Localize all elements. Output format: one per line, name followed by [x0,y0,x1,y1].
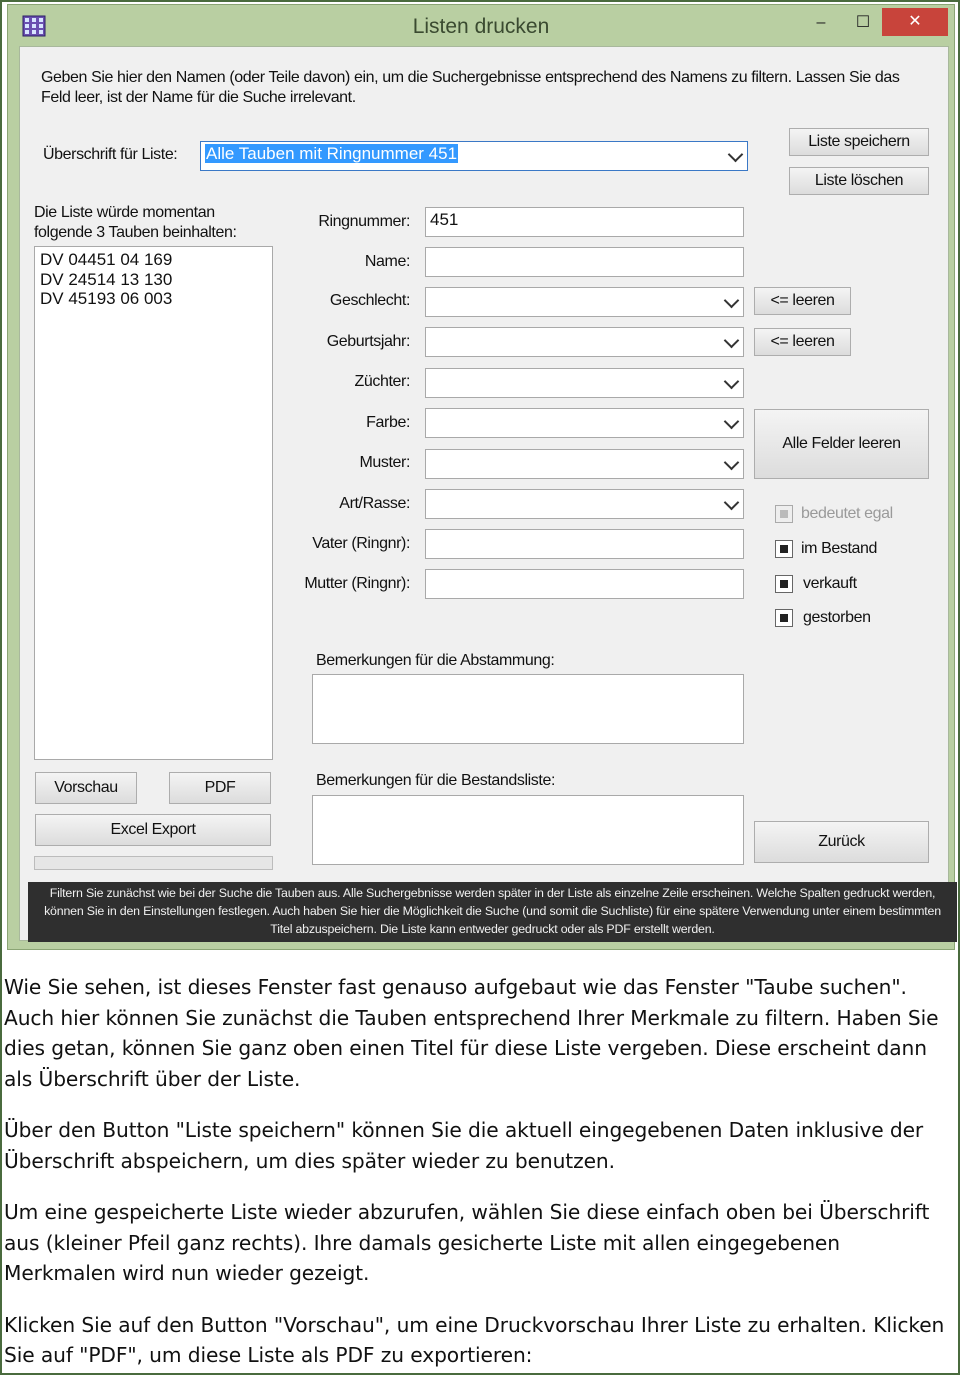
ring-number-label: Ringnummer: [318,213,410,230]
clear-all-button[interactable]: Alle Felder leeren [754,409,929,479]
clear-gender-button[interactable]: <= leeren [754,287,851,315]
back-button[interactable]: Zurück [754,821,929,863]
pdf-button[interactable]: PDF [169,772,271,804]
breeder-label: Züchter: [354,373,410,390]
intro-text: Geben Sie hier den Namen (oder Teile davon) ein, um die Suchergebnisse entsprechend des Namens zu filtern. Lassen Sie das Feld leer, ist der Name für die Suche irrelevant. [41,69,900,106]
pedigree-remarks-textarea[interactable] [312,674,744,744]
ring-number-input[interactable]: 451 [425,207,744,237]
mother-label: Mutter (Ringnr): [304,575,410,592]
heading-combobox[interactable] [200,141,748,171]
chevron-down-icon[interactable] [728,147,744,163]
gender-label: Geschlecht: [329,292,410,309]
pattern-label: Muster: [359,454,410,471]
mother-input[interactable] [425,569,744,599]
legend-label: bedeutet egal [801,505,893,522]
chevron-down-icon[interactable] [724,495,740,511]
deceased-label[interactable]: gestorben [803,609,871,626]
chevron-down-icon[interactable] [724,455,740,471]
father-input[interactable] [425,529,744,559]
sold-checkbox[interactable] [775,575,793,593]
breeder-combobox[interactable] [425,368,744,398]
father-label: Vater (Ringnr): [312,535,410,552]
delete-list-button[interactable]: Liste löschen [789,167,929,195]
list-label-line2: folgende 3 Tauben beinhalten: [34,224,237,241]
clear-birthyear-button[interactable]: <= leeren [754,328,851,356]
heading-value: Alle Tauben mit Ringnummer 451 [206,144,458,163]
pedigree-remarks-label: Bemerkungen für die Abstammung: [316,652,555,669]
stock-remarks-label: Bemerkungen für die Bestandsliste: [316,772,555,789]
chevron-down-icon[interactable] [724,293,740,309]
list-label-line1: Die Liste würde momentan [34,204,215,221]
minimize-button[interactable]: – [816,14,826,31]
preview-button[interactable]: Vorschau [35,772,137,804]
progress-bar [34,856,273,870]
breed-combobox[interactable] [425,489,744,519]
help-text: Filtern Sie zunächst wie bei der Suche die Tauben aus. Alle Suchergebnisse werden später in der Liste als einzelne Zeile erscheinen. Welche Spalten gedruckt werden, können Sie in den Einstellungen festlegen. Auch haben Sie hier die Möglichkeit die Suche (und somit die Suchliste) für eine spätere Verwendung unter einem bestimmten Titel abzuspeichern. Die Liste kann entweder gedruckt oder als PDF erstellt werden. [28,882,957,942]
birth-year-label: Geburtsjahr: [326,333,410,350]
birth-year-combobox[interactable] [425,327,744,357]
chevron-down-icon[interactable] [724,414,740,430]
color-label: Farbe: [366,414,410,431]
pattern-combobox[interactable] [425,449,744,479]
in-stock-label[interactable]: im Bestand [801,540,878,557]
window-title: Listen drucken [412,15,550,38]
breed-label: Art/Rasse: [339,495,410,512]
doc-paragraph: Wie Sie sehen, ist dieses Fenster fast genauso aufgebaut wie das Fenster "Taube suchen". Auch hier können Sie zunächst die Tauben entsprechend Ihrer Merkmale zu filtern. Haben Sie dies getan, können Sie ganz oben einen Titel für diese Liste vergeben. Diese erscheint dann als Überschrift über der Liste. [4,975,939,1091]
list-item[interactable]: DV 24514 13 130 [40,269,173,289]
sold-label[interactable]: verkauft [803,575,857,592]
in-stock-checkbox[interactable] [775,540,793,558]
doc-paragraph: Klicken Sie auf den Button "Vorschau", um eine Druckvorschau Ihrer Liste zu erhalten. Klicken Sie auf "PDF", um diese Liste als PDF zu exportieren: [4,1312,945,1367]
chevron-down-icon[interactable] [724,333,740,349]
gender-combobox[interactable] [425,287,744,317]
save-list-button[interactable]: Liste speichern [789,128,929,156]
list-label [34,203,237,243]
excel-export-button[interactable]: Excel Export [35,814,271,846]
heading-label: Überschrift für Liste: [43,146,178,163]
doc-paragraph: Über den Button "Liste speichern" können Sie die aktuell eingegebenen Daten inklusive der Überschrift abspeichern, um dies später wieder zu benutzen. [4,1118,924,1173]
maximize-button[interactable]: ☐ [855,14,871,31]
pigeon-list[interactable] [34,246,273,760]
color-combobox[interactable] [425,408,744,438]
title-bar[interactable] [8,5,954,43]
list-item[interactable]: DV 04451 04 169 [40,250,173,269]
chevron-down-icon[interactable] [724,374,740,390]
name-input[interactable] [425,247,744,277]
list-item[interactable]: DV 45193 06 003 [40,289,173,308]
client-area [19,46,949,941]
deceased-checkbox[interactable] [775,609,793,627]
indeterminate-checkbox-legend [775,505,793,523]
close-button[interactable]: ✕ [882,8,948,36]
stock-remarks-textarea[interactable] [312,795,744,865]
doc-paragraph: Um eine gespeicherte Liste wieder abzurufen, wählen Sie diese einfach oben bei Überschrift aus (kleiner Pfeil ganz rechts). Ihre damals gesicherte Liste mit allen eingegebenen Merkmalen wird nun wieder gezeigt. [4,1200,930,1285]
documentation-text [4,972,954,1392]
name-label: Name: [364,253,410,270]
app-window [7,4,955,950]
